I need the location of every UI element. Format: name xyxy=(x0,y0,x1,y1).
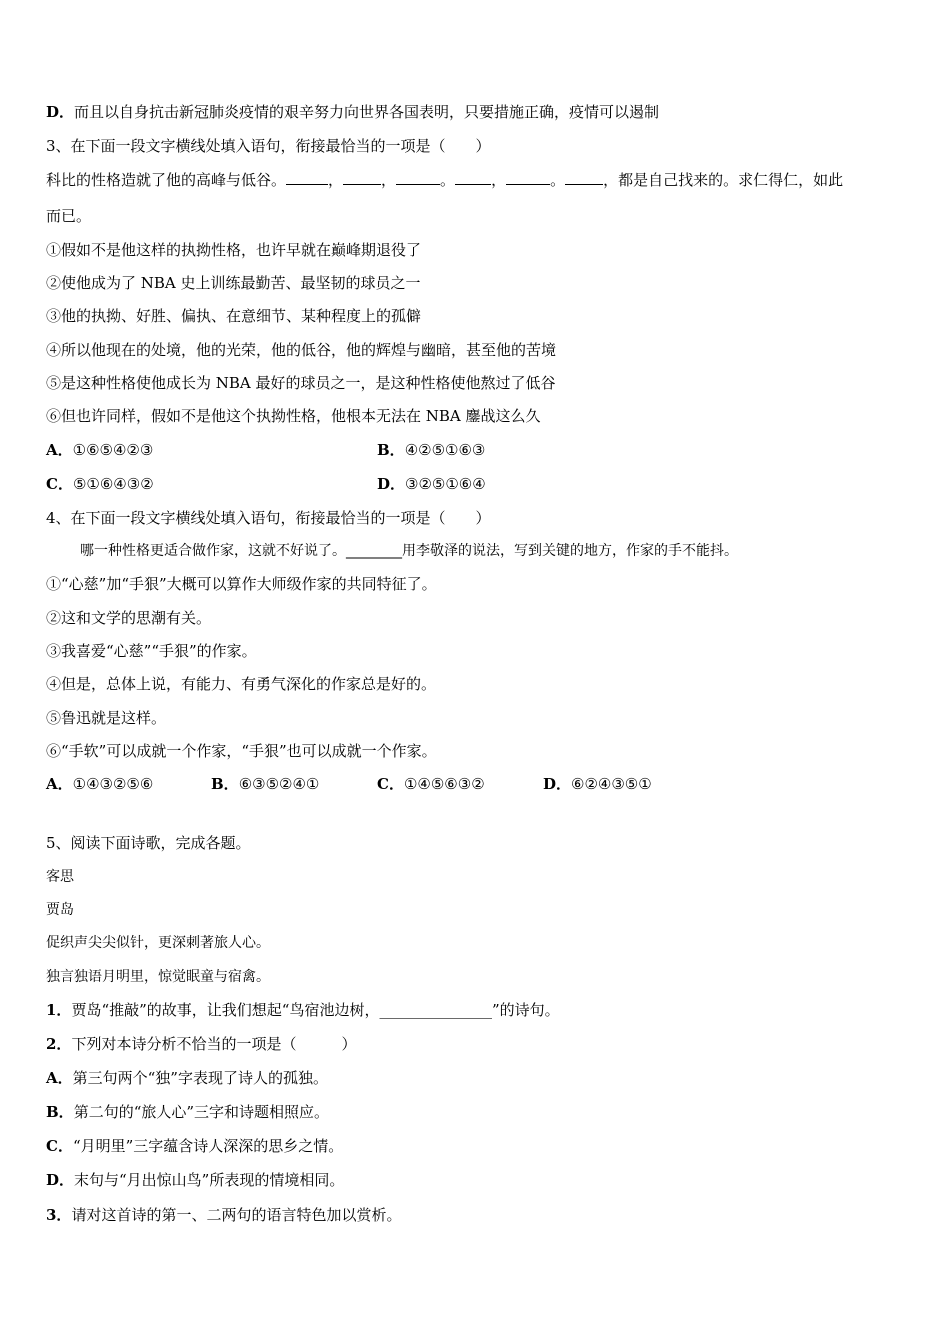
q5-sub2 xyxy=(46,1034,356,1054)
q3-item: ①假如不是他这样的执拗性格，也许早就在巅峰期退役了 xyxy=(46,241,422,259)
poem-title: 客思 xyxy=(46,869,74,885)
option-letter: D． xyxy=(46,1171,75,1189)
q3-item: ④所以他现在的处境，他的光荣，他的低谷，他的辉煌与幽暗，甚至他的苦境 xyxy=(46,341,557,359)
q4-option-c[interactable] xyxy=(377,774,485,794)
option-letter: D． xyxy=(543,775,572,793)
q2-option-d-letter: D． xyxy=(46,103,75,121)
poem-line: 促织声尖尖似针，更深刺著旅人心。 xyxy=(46,935,270,951)
q3-item: ②使他成为了 NBA 史上训练最勤苦、最坚韧的球员之一 xyxy=(46,274,421,292)
q3-option-d[interactable] xyxy=(377,474,486,494)
q4-passage-end: 用李敬泽的说法，写到关键的地方，作家的手不能抖。 xyxy=(402,543,738,559)
q3-passage-cont: 而已。 xyxy=(46,207,92,225)
q5-sub3 xyxy=(46,1205,401,1225)
q3-item: ⑥但也许同样，假如不是他这个执拗性格，他根本无法在 NBA 鏖战这么久 xyxy=(46,407,541,425)
option-text: ①⑥⑤④②③ xyxy=(72,441,154,459)
sub1-blank: _______________ xyxy=(379,1001,492,1019)
q2-option-d-text: 而且以自身抗击新冠肺炎疫情的艰辛努力向世界各国表明，只要措施正确，疫情可以遏制 xyxy=(74,103,660,121)
q3-item: ⑤是这种性格使他成长为 NBA 最好的球员之一，是这种性格使他熬过了低谷 xyxy=(46,374,556,392)
q3-sep: ， xyxy=(491,171,507,189)
q3-passage-start: 科比的性格造就了他的高峰与低谷。 xyxy=(46,171,287,189)
option-text: 末句与“月出惊山鸟”所表现的情境相同。 xyxy=(74,1171,345,1189)
poem-line: 独言独语月明里，惊觉眠童与宿禽。 xyxy=(46,969,270,985)
q3-blank xyxy=(565,170,603,185)
sub-number: 3． xyxy=(46,1206,72,1224)
sub-number: 1． xyxy=(46,1001,72,1019)
q4-item: ④但是，总体上说，有能力、有勇气深化的作家总是好的。 xyxy=(46,675,437,693)
option-letter: C． xyxy=(46,1137,73,1155)
option-text: ⑥②④③⑤① xyxy=(571,775,652,793)
q3-stem: 3、在下面一段文字横线处填入语句，衔接最恰当的一项是（ ） xyxy=(46,137,491,155)
q3-sep: ， xyxy=(328,171,344,189)
option-letter: C． xyxy=(46,475,73,493)
option-text: ④②⑤①⑥③ xyxy=(404,441,486,459)
q3-blank xyxy=(396,170,440,185)
q4-option-a[interactable] xyxy=(46,774,153,794)
option-letter: D． xyxy=(377,475,406,493)
q4-passage-start: 哪一种性格更适合做作家，这就不好说了。 xyxy=(80,543,346,559)
option-text: 第三句两个“独”字表现了诗人的孤独。 xyxy=(72,1069,328,1087)
q5-sub2-option-b[interactable] xyxy=(46,1102,329,1122)
q3-sep: 。 xyxy=(440,171,456,189)
sub3-text: 请对这首诗的第一、二两句的语言特色加以赏析。 xyxy=(71,1206,402,1224)
option-letter: A． xyxy=(46,1069,73,1087)
q4-passage xyxy=(80,541,738,561)
q5-sub1 xyxy=(46,1000,560,1020)
q5-stem: 5、阅读下面诗歌，完成各题。 xyxy=(46,834,251,852)
poem-author: 贾岛 xyxy=(46,902,74,918)
q3-option-c[interactable] xyxy=(46,474,154,494)
q4-item: ①“心慈”加“手狠”大概可以算作大师级作家的共同特征了。 xyxy=(46,575,437,593)
q3-item: ③他的执拗、好胜、偏执、在意细节、某种程度上的孤僻 xyxy=(46,307,422,325)
option-text: ③②⑤①⑥④ xyxy=(405,475,486,493)
q4-passage-blank: ________ xyxy=(346,543,402,559)
q4-item: ②这和文学的思潮有关。 xyxy=(46,609,212,627)
option-letter: C． xyxy=(377,775,404,793)
option-text: ①④③②⑤⑥ xyxy=(72,775,154,793)
q3-blank xyxy=(286,170,328,185)
option-text: “月明里”三字蕴含诗人深深的思乡之情。 xyxy=(72,1137,344,1155)
q3-option-b[interactable] xyxy=(377,440,485,460)
option-letter: A． xyxy=(46,775,73,793)
q3-blank xyxy=(343,170,381,185)
q5-sub2-option-d[interactable] xyxy=(46,1170,344,1190)
q4-item: ⑤鲁迅就是这样。 xyxy=(46,709,167,727)
q5-sub2-option-a[interactable] xyxy=(46,1068,328,1088)
sub2-text: 下列对本诗分析不恰当的一项是（ ） xyxy=(71,1035,357,1053)
q5-sub2-option-c[interactable] xyxy=(46,1136,343,1156)
option-letter: B． xyxy=(211,775,239,793)
q3-blank xyxy=(506,170,550,185)
q2-option-d xyxy=(46,102,659,122)
q4-option-b[interactable] xyxy=(211,774,319,794)
option-text: 第二句的“旅人心”三字和诗题相照应。 xyxy=(73,1103,330,1121)
q4-item: ⑥“手软”可以成就一个作家，“手狠”也可以成就一个作家。 xyxy=(46,742,437,760)
q3-passage-end: ，都是自己找来的。求仁得仁，如此 xyxy=(603,171,844,189)
q3-passage xyxy=(46,170,843,190)
option-text: ①④⑤⑥③② xyxy=(403,775,485,793)
q3-sep: 。 xyxy=(550,171,566,189)
q4-option-d[interactable] xyxy=(543,774,652,794)
option-text: ⑤①⑥④③② xyxy=(72,475,154,493)
option-text: ⑥③⑤②④① xyxy=(238,775,320,793)
option-letter: B． xyxy=(377,441,405,459)
sub1-end: ”的诗句。 xyxy=(491,1001,560,1019)
q4-item: ③我喜爱“心慈”“手狠”的作家。 xyxy=(46,642,257,660)
option-letter: B． xyxy=(46,1103,74,1121)
q4-stem: 4、在下面一段文字横线处填入语句，衔接最恰当的一项是（ ） xyxy=(46,509,491,527)
sub-number: 2． xyxy=(46,1035,72,1053)
q3-sep: ， xyxy=(381,171,397,189)
option-letter: A． xyxy=(46,441,73,459)
sub1-start: 贾岛“推敲”的故事，让我们想起“鸟宿池边树， xyxy=(71,1001,380,1019)
q3-blank xyxy=(455,170,491,185)
q3-option-a[interactable] xyxy=(46,440,153,460)
